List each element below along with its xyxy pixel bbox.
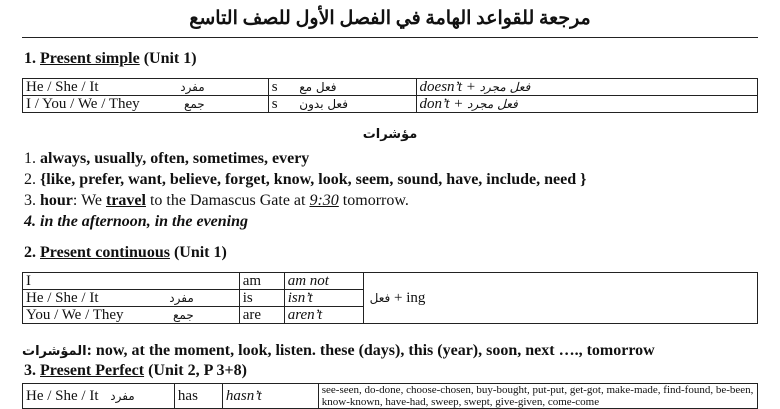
verb-cell [268,96,416,113]
present-perfect-table [22,383,758,409]
aux-text: has [177,388,198,404]
indicator-text: in the afternoon, in the evening [40,213,249,230]
indicator-item [24,171,586,189]
negative-arabic: فعل مجرد [467,97,518,111]
indicator-text: tomorrow. [338,192,409,209]
negative-cell [284,273,363,290]
title-divider [22,37,758,38]
section3-number: 3. [24,362,36,379]
subject-text: I / You / We / They [26,96,140,112]
section2-unit: (Unit 1) [173,244,227,261]
subject-text: I [26,273,31,289]
be-text: is [242,290,253,306]
formula-cell [363,273,757,324]
subject-text: He / She / It [26,290,99,306]
example-time: 9:30 [309,192,339,209]
arabic-label: جمع [183,97,205,111]
arabic-label: جمع [173,308,194,322]
verb-arabic: فعل مع [299,80,337,94]
indicator-text: always, usually, often, sometimes, every [40,150,310,167]
indicator-item [24,192,409,210]
present-simple-table [22,78,758,113]
be-cell [239,273,284,290]
negative-arabic: فعل مجرد [479,80,531,94]
formula-arabic: فعل [369,291,391,305]
section1-unit: (Unit 1) [143,50,197,67]
present-continuous-table [22,272,758,324]
section3-heading [24,362,247,380]
verb-arabic: فعل بدون [299,97,348,111]
negative-text: don’t + [419,96,464,112]
verb-text: s [271,96,278,112]
arabic-label: مفرد [110,389,135,403]
indicator-number: 3. [24,192,36,209]
continuous-indicators [22,342,655,360]
indicator-text: {like, prefer, want, believe, forget, know, look, seem, sound, have, include, need } [40,171,587,188]
subject-cell [23,290,240,307]
be-cell [239,290,284,307]
subject-text: He / She / It [26,79,99,95]
negative-cell [416,79,757,96]
negative-cell [416,96,757,113]
section1-heading [24,50,197,68]
subject-cell [23,79,269,96]
subject-cell [23,96,269,113]
section1-number: 1. [24,50,36,67]
indicator-item [24,150,309,168]
example-verb: travel [105,192,146,209]
indicator-label: hour [40,192,73,209]
indicators-text: : now, at the moment, look, listen. these (days), this (year), soon, next …., tomorrow [86,342,655,359]
negative-text: am not [287,273,329,289]
section3-unit: (Unit 2, P 3+8) [148,362,247,379]
negative-cell [284,307,363,324]
section3-name: Present Perfect [40,362,145,379]
section1-name: Present simple [40,50,140,67]
subject-text: He / She / It [26,388,99,404]
indicator-text: : We [72,192,106,209]
verb-cell [268,79,416,96]
indicator-number: 4. [24,213,36,230]
table-row [23,273,758,290]
subject-cell [23,307,240,324]
table-row [23,96,758,113]
table-row [23,79,758,96]
subject-cell [23,273,240,290]
negative-text: hasn’t [225,388,262,404]
page-title: مرجعة للقواعد الهامة في الفصل الأول للصف التاسع [189,8,591,29]
indicator-number: 1. [24,150,36,167]
indicator-item [24,213,248,231]
negative-text: isn’t [287,290,313,306]
negative-text: aren’t [287,307,323,323]
be-text: am [242,273,262,289]
indicator-number: 2. [24,171,36,188]
section2-heading [24,244,227,262]
participles-text: see-seen, do-done, choose-chosen, buy-bought, put-put, get-got, make-made, find-found, be-been, know-known, have-had, sweep, swept, give-given, come-come [321,384,754,408]
negative-text: doesn’t + [419,79,476,95]
verb-text: s [271,79,278,95]
subject-text: You / We / They [26,307,124,323]
arabic-label: مفرد [180,80,205,94]
section2-name: Present continuous [40,244,170,261]
negative-cell [284,290,363,307]
formula-text: + ing [394,290,426,306]
indicator-text: to the Damascus Gate at [145,192,310,209]
be-cell [239,307,284,324]
indicators-label: المؤشرات [22,344,87,359]
indicators-title: مؤشرات [362,127,418,142]
section2-number: 2. [24,244,36,261]
arabic-label: مفرد [169,291,194,305]
be-text: are [242,307,262,323]
